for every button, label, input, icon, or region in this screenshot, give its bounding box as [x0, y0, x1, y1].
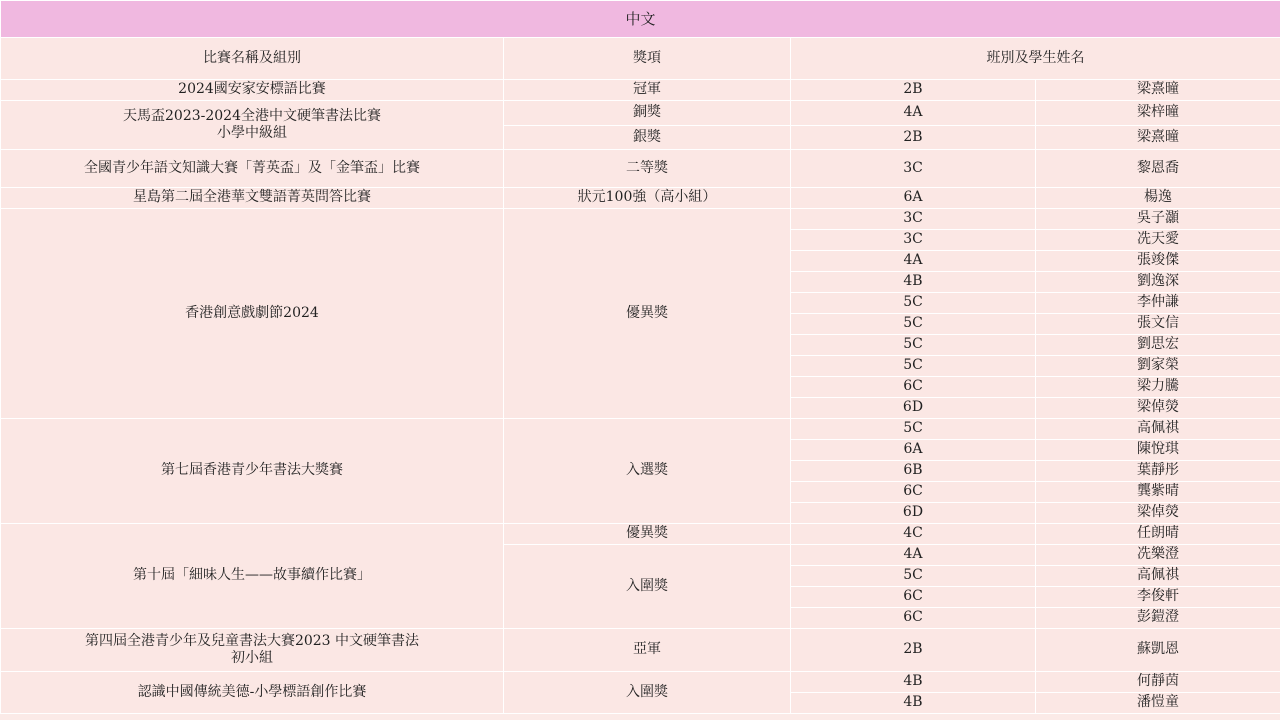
student-class: 5C [791, 419, 1036, 440]
competition-name: 2024國安家安標語比賽 [1, 80, 504, 101]
student-name: 劉逸深 [1036, 272, 1280, 293]
student-name: 吳子灝 [1036, 209, 1280, 230]
student-class: 3C [791, 209, 1036, 230]
student-class: 4B [791, 693, 1036, 714]
student-class: 4A [791, 101, 1036, 126]
student-class: 3C [791, 230, 1036, 251]
student-name: 高佩祺 [1036, 566, 1280, 587]
student-name: 高佩祺 [1036, 419, 1280, 440]
award-name: 入圍獎 [504, 545, 791, 629]
student-class: 2B [791, 80, 1036, 101]
student-name: 張竣傑 [1036, 251, 1280, 272]
student-class: 2B [791, 126, 1036, 150]
table-title: 中文 [1, 1, 1280, 38]
student-name: 李仲謙 [1036, 293, 1280, 314]
student-name: 冼天愛 [1036, 230, 1280, 251]
competition-name: 全國青少年語文知識大賽「菁英盃」及「金筆盃」比賽 [1, 150, 504, 188]
award-name: 銅獎 [504, 101, 791, 126]
header-award: 獎項 [504, 38, 791, 80]
student-class: 4A [791, 545, 1036, 566]
award-name: 狀元100強（高小組） [504, 188, 791, 209]
student-class: 6C [791, 377, 1036, 398]
student-name: 梁倬熒 [1036, 398, 1280, 419]
student-name: 黎恩喬 [1036, 150, 1280, 188]
student-name: 龔紫晴 [1036, 482, 1280, 503]
award-name: 優異獎 [504, 209, 791, 419]
table-row [1, 188, 1280, 209]
student-name: 楊逸 [1036, 188, 1280, 209]
award-name: 優異獎 [504, 524, 791, 545]
student-name: 何靜茵 [1036, 672, 1280, 693]
competition-name: 香港創意戲劇節2024 [1, 209, 504, 419]
competition-name: 第七屆香港青少年書法大獎賽 [1, 419, 504, 524]
student-class: 6C [791, 482, 1036, 503]
student-name: 冼樂澄 [1036, 545, 1280, 566]
student-name: 葉靜彤 [1036, 461, 1280, 482]
table-row [1, 101, 1280, 126]
table-row [1, 524, 1280, 545]
student-class: 5C [791, 335, 1036, 356]
student-class: 6B [791, 461, 1036, 482]
competition-name: 第四屆全港青少年及兒童書法大賽2023 中文硬筆書法 初小組 [1, 629, 504, 672]
table-row [1, 150, 1280, 188]
student-name: 潘愷童 [1036, 693, 1280, 714]
student-name: 彭鎧澄 [1036, 608, 1280, 629]
student-class: 6C [791, 587, 1036, 608]
student-name: 李俊軒 [1036, 587, 1280, 608]
student-class: 5C [791, 566, 1036, 587]
table-row [1, 80, 1280, 101]
competition-name: 第十屆「細味人生——故事續作比賽」 [1, 524, 504, 629]
student-name: 陳悅琪 [1036, 440, 1280, 461]
student-class: 6D [791, 503, 1036, 524]
competition-name: 認識中國傳統美德-小學標語創作比賽 [1, 672, 504, 714]
student-name: 梁梓曈 [1036, 101, 1280, 126]
student-class: 5C [791, 356, 1036, 377]
award-name: 二等獎 [504, 150, 791, 188]
award-name: 入圍獎 [504, 672, 791, 714]
award-name: 銀獎 [504, 126, 791, 150]
table-body [1, 80, 1280, 714]
header-class-and-name: 班別及學生姓名 [791, 38, 1280, 80]
student-name: 劉思宏 [1036, 335, 1280, 356]
header-competition: 比賽名稱及組別 [1, 38, 504, 80]
student-class: 6A [791, 440, 1036, 461]
student-name: 任朗晴 [1036, 524, 1280, 545]
student-class: 4B [791, 272, 1036, 293]
table-row [1, 209, 1280, 230]
student-name: 張文信 [1036, 314, 1280, 335]
award-name: 冠軍 [504, 80, 791, 101]
student-name: 劉家榮 [1036, 356, 1280, 377]
student-name: 梁熹曈 [1036, 80, 1280, 101]
table-row [1, 672, 1280, 693]
student-class: 3C [791, 150, 1036, 188]
student-name: 梁力騰 [1036, 377, 1280, 398]
student-class: 6C [791, 608, 1036, 629]
student-class: 4A [791, 251, 1036, 272]
student-class: 2B [791, 629, 1036, 672]
student-class: 5C [791, 314, 1036, 335]
student-class: 5C [791, 293, 1036, 314]
competition-name: 星島第二屆全港華文雙語菁英問答比賽 [1, 188, 504, 209]
student-class: 6A [791, 188, 1036, 209]
student-name: 蘇凱恩 [1036, 629, 1280, 672]
student-class: 6D [791, 398, 1036, 419]
student-class: 4C [791, 524, 1036, 545]
award-name: 亞軍 [504, 629, 791, 672]
table-row [1, 419, 1280, 440]
competition-name: 天馬盃2023-2024全港中文硬筆書法比賽 小學中級組 [1, 101, 504, 150]
student-class: 4B [791, 672, 1036, 693]
table-row [1, 629, 1280, 672]
award-name: 入選獎 [504, 419, 791, 524]
student-name: 梁倬熒 [1036, 503, 1280, 524]
student-name: 梁熹曈 [1036, 126, 1280, 150]
